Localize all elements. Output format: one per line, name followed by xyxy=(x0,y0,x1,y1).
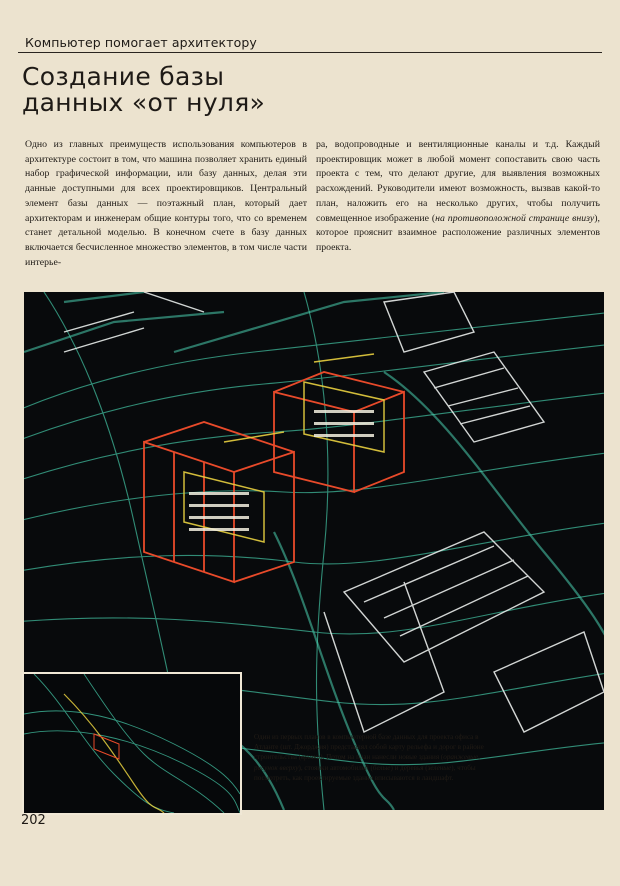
building-orange xyxy=(144,372,404,582)
caption-text-1: Один из первых планов в компьютерной базе данных для проекта офиса в Атланте (шт. Джорджия) представлял собой карту рельефа и дорог в районе строительства ( xyxy=(254,733,484,762)
caption-text-4: ) и деревья ( xyxy=(390,763,428,772)
body-column-2-italic: на противоположной странице внизу xyxy=(435,212,595,224)
section-title: Компьютер помогает архитектору xyxy=(25,35,257,50)
caption-italic-4: зеленые xyxy=(427,763,452,772)
caption-italic-3: белые xyxy=(372,763,391,772)
caption-italic-2: оранжевые, рисунок вверху xyxy=(254,753,480,772)
figure-caption xyxy=(254,732,490,783)
building-windows xyxy=(189,410,374,531)
body-column-1: Одно из главных преимуществ использования компьютеров в архитектуре состоит в том, что машина позволяет хранить единый набор графической информации, или базу данных, делая эти данные доступными для всех проектировщиков. Центральный элемент базы данных — поэтажный план, который дает архитекторам и инженерам общие контуры того, что со временем станет детальной моделью. В конечном счете в базу данных включается бесчисленное множество элементов, в том числе части интерье- xyxy=(25,139,307,268)
article-title xyxy=(22,64,265,116)
article-title-line-2: данных «от нуля» xyxy=(22,88,266,117)
caption-text-2: ). Потом на план нанесли новые здания ( xyxy=(320,753,444,762)
parking-lots xyxy=(64,292,604,732)
caption-text-3: ), стоянки автомобилей ( xyxy=(298,763,373,772)
caption-italic-1: врезка xyxy=(301,753,321,762)
page-number: 202 xyxy=(21,813,46,828)
caption-text-5: ), чтобы посмотреть, как проектируемые здания вписываются в ландшафт. xyxy=(254,763,476,782)
inset-site-map xyxy=(22,672,242,815)
header-rule xyxy=(18,52,602,53)
inset-terrain-illustration xyxy=(24,674,240,813)
body-column-2-text-a: ра, водопроводные и вентиляционные каналы и т.д. Каждый проектировщик может в любой момент сопоставить свою часть проекта с тем, что делают другие, для выявления возможных расхождений. Руководители имеют возможность, вызвав какой-то план, наложить его на несколько других, чтобы получить совмещенное изображение ( xyxy=(316,139,600,224)
body-column-2 xyxy=(316,138,600,256)
article-title-line-1: Создание базы xyxy=(22,62,225,91)
body-column-2-text-b: ), которое прояснит взаимное расположение различных элементов проекта. xyxy=(316,212,600,253)
